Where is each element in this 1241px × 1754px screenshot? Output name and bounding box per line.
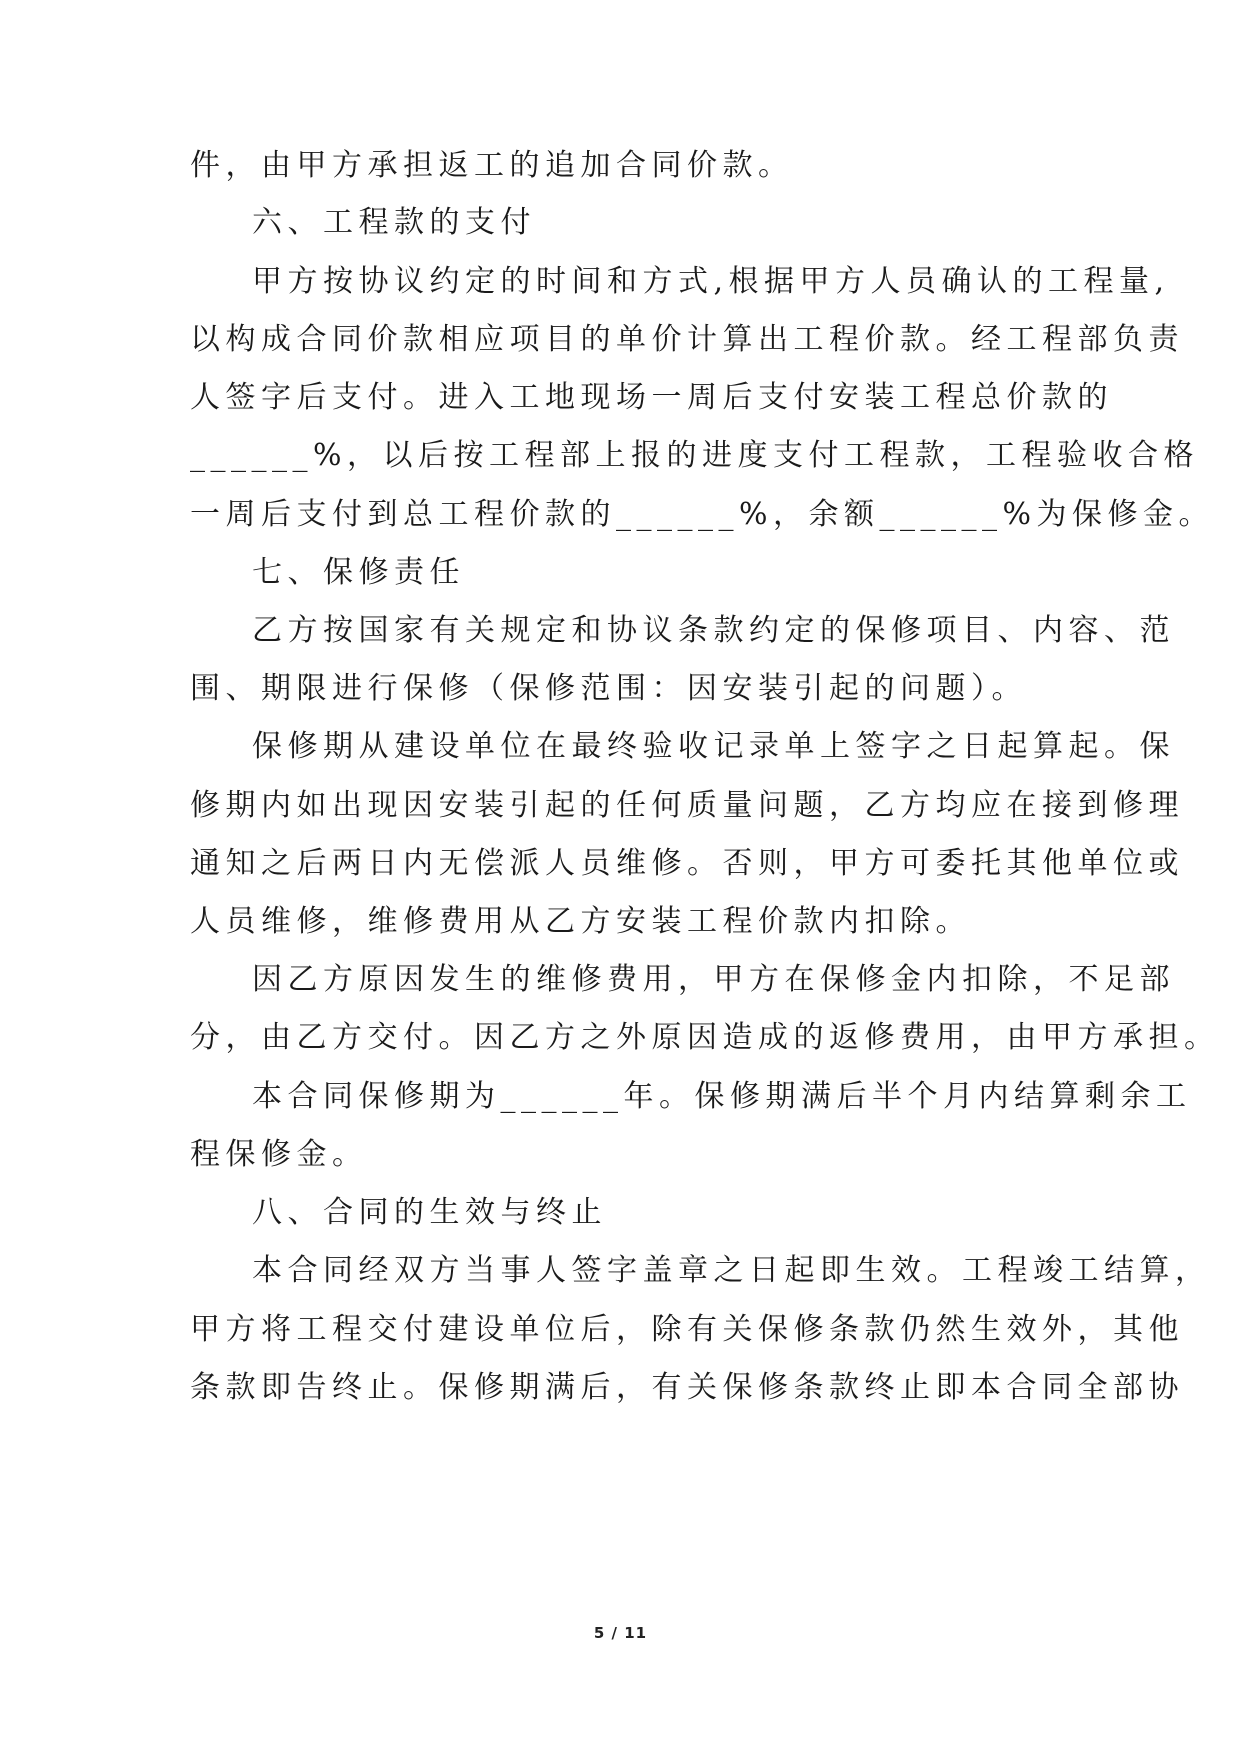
text-line: 围、期限进行保修（保修范围：因安装引起的问题）。	[190, 671, 1027, 706]
text-line: 乙方按国家有关规定和协议条款约定的保修项目、内容、范	[252, 613, 1175, 648]
text-line: 程保修金。	[190, 1137, 368, 1172]
text-line: 分，由乙方交付。因乙方之外原因造成的返修费用，由甲方承担。	[190, 1020, 1220, 1055]
text-line: 保修期从建设单位在最终验收记录单上签字之日起算起。保	[252, 729, 1175, 764]
section-heading: 八、合同的生效与终止	[252, 1195, 607, 1230]
text-line: ______%，以后按工程部上报的进度支付工程款，工程验收合格	[190, 438, 1200, 473]
text-line: 人员维修，维修费用从乙方安装工程价款内扣除。	[190, 904, 971, 939]
text-line: 条款即告终止。保修期满后，有关保修条款终止即本合同全部协	[190, 1370, 1184, 1405]
text-line: 通知之后两日内无偿派人员维修。否则，甲方可委托其他单位或	[190, 846, 1184, 881]
text-line: 甲方按协议约定的时间和方式,根据甲方人员确认的工程量,	[252, 264, 1170, 299]
text-line: 人签字后支付。进入工地现场一周后支付安装工程总价款的	[190, 380, 1113, 415]
text-line: 因乙方原因发生的维修费用，甲方在保修金内扣除，不足部	[252, 962, 1175, 997]
page-number: 5 / 11	[593, 1624, 648, 1642]
section-heading: 六、工程款的支付	[252, 205, 536, 240]
text-line: 以构成合同价款相应项目的单价计算出工程价款。经工程部负责	[190, 322, 1184, 357]
text-line: 一周后支付到总工程价款的______%，余额______%为保修金。	[190, 497, 1215, 532]
text-line: 修期内如出现因安装引起的任何质量问题，乙方均应在接到修理	[190, 788, 1184, 823]
text-line: 本合同经双方当事人签字盖章之日起即生效。工程竣工结算，	[252, 1253, 1211, 1288]
text-line: 件，由甲方承担返工的追加合同价款。	[190, 148, 794, 183]
text-line: 本合同保修期为______年。保修期满后半个月内结算剩余工	[252, 1079, 1192, 1114]
text-line: 甲方将工程交付建设单位后，除有关保修条款仍然生效外，其他	[190, 1312, 1184, 1347]
section-heading: 七、保修责任	[252, 555, 465, 590]
